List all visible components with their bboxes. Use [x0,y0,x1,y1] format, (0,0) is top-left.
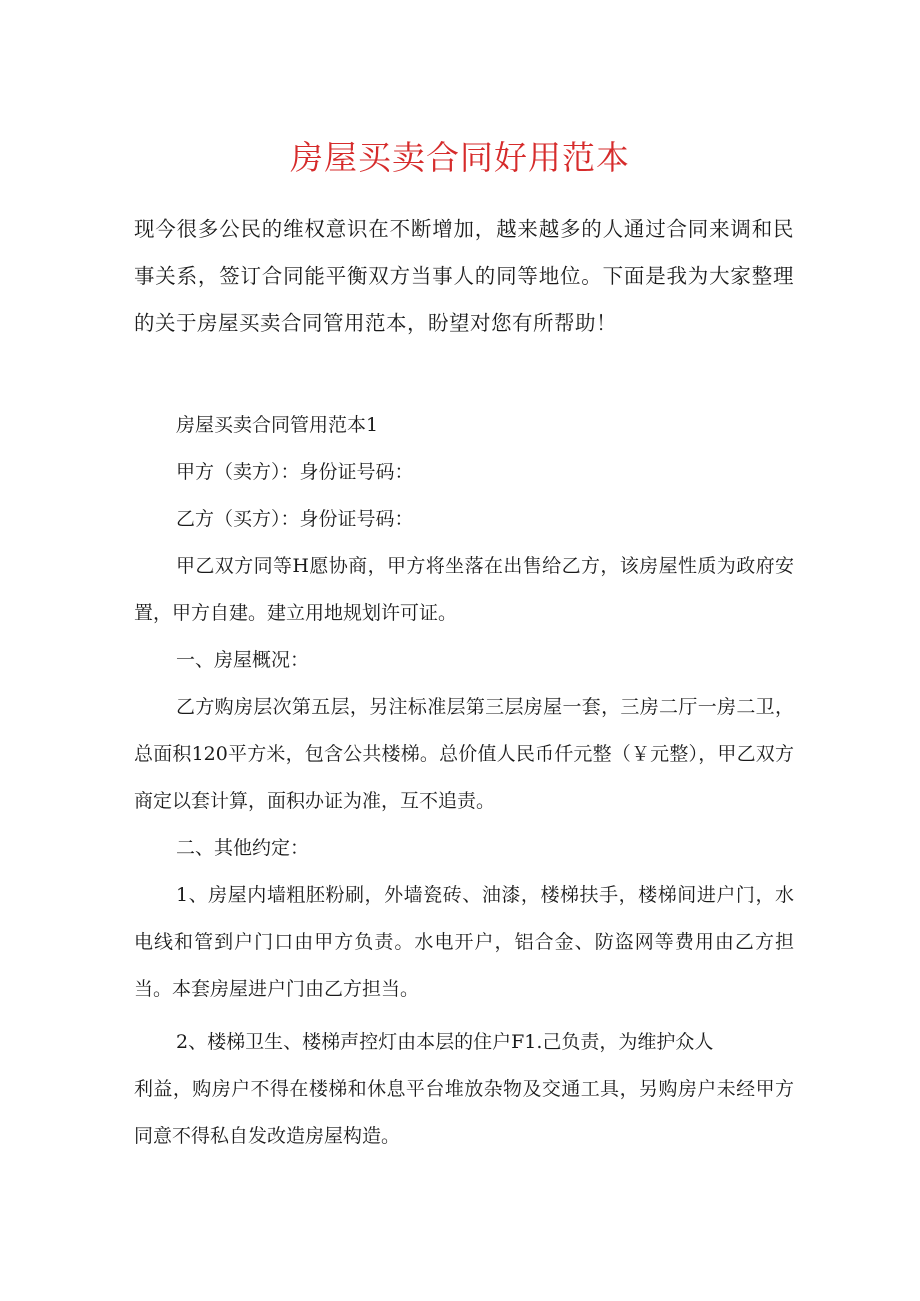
document-title: 房屋买卖合同好用范本 [290,138,630,177]
negotiation-paragraph: 甲乙双方同等H愿协商，甲方将坐落在出售给乙方，该房屋性质为政府安置，甲方自建。建立用地规划许可证。 [134,555,794,624]
clause-2-first-line: 2、楼梯卫生、楼梯声控灯由本层的住户F1.己负责，为维护众人 [176,1031,714,1053]
party-a-line: 甲方（卖方）：身份证号码： [176,461,414,483]
overview-heading: 一、房屋概况： [176,649,310,671]
other-terms-heading: 二、其他约定： [176,837,310,859]
section-heading: 房屋买卖合同管用范本1 [176,414,379,436]
clause-2-continuation: 利益，购房户不得在楼梯和休息平台堆放杂物及交通工具，另购房户未经甲方同意不得私自发改造房屋构造。 [134,1078,794,1147]
overview-paragraph: 乙方购房层次第五层，另注标准层第三层房屋一套，三房二厅一房二卫，总面积120平方米，包含公共楼梯。总价值人民币仟元整（￥元整），甲乙双方商定以套计算，面积办证为准，互不追责。 [134,696,794,812]
intro-paragraph: 现今很多公民的维权意识在不断增加，越来越多的人通过合同来调和民事关系，签订合同能平衡双方当事人的同等地位。下面是我为大家整理的关于房屋买卖合同管用范本，盼望对您有所帮助！ [134,217,794,335]
party-b-line: 乙方（买方）：身份证号码： [176,508,414,530]
clause-1-paragraph: 1、房屋内墙粗胚粉刷，外墙瓷砖、油漆，楼梯扶手，楼梯间进户门，水电线和管到户门口由甲方负责。水电开户，铝合金、防盗网等费用由乙方担当。本套房屋进户门由乙方担当。 [134,884,794,1000]
